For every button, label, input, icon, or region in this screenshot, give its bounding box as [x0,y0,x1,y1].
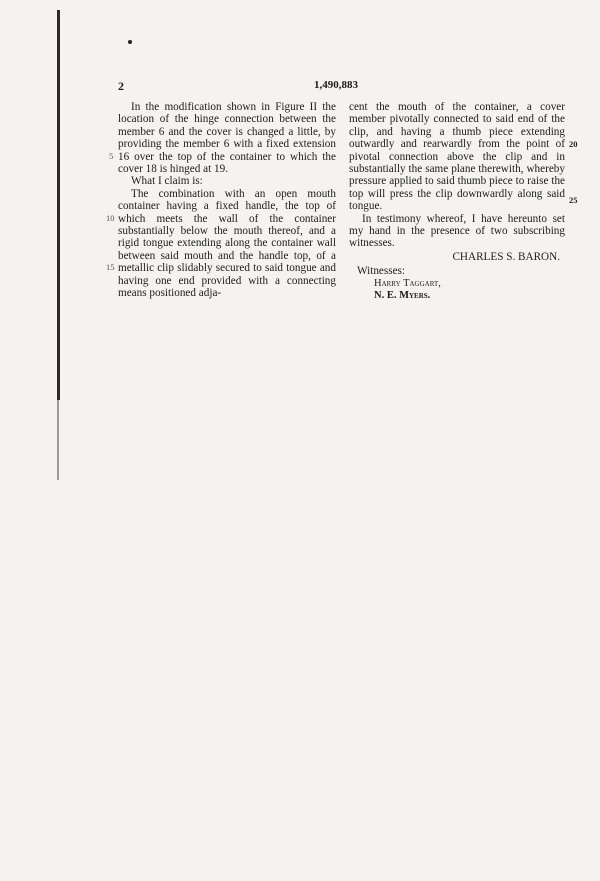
line-number-15: 15 [106,262,115,272]
scan-edge-bar [57,10,60,400]
witness-name: N. E. Myers. [374,290,431,302]
line-number-25: 25 [569,195,578,205]
right-text-column [349,101,565,303]
line-number-10: 10 [106,213,115,223]
claim-heading: What I claim is: [131,175,203,188]
line-number-20: 20 [569,139,578,149]
left-text-column [118,101,336,300]
claim-paragraph: The combination with an open mouth container having a fixed handle, the top of which meets the wall of the container substantially below the mouth thereof, and a rigid tongue extending along the container wall between said mouth and the handle top, of a metallic clip slidably secured to said tongue and having one end provided with a connecting means positioned adja- [118,187,336,300]
scan-edge-bar-faint [57,400,59,480]
witness-name: Harry Taggart, [374,277,441,289]
claim-continuation: cent the mouth of the container, a cover member pivotally connected to said end of the clip, and having a thumb piece extending outwardly and rearwardly from the point of pivotal connection above the clip and in substantially the same plane therewith, whereby pressure applied to said thumb piece to raise the top will press the clip downwardly along said tongue. [349,101,565,213]
modification-paragraph: In the modification shown in Figure II the location of the hinge connection between the member 6 and the cover is changed a little, by providing the member 6 with a fixed extension 16 over the top of the container to which the cover 18 is hinged at 19. [118,101,336,176]
testimony-paragraph: In testimony whereof, I have hereunto set my hand in the presence of two subscribing witnesses. [349,212,565,250]
ink-speck [128,40,132,44]
inventor-signature: CHARLES S. BARON. [452,250,560,263]
line-number-5: 5 [109,151,114,161]
page-number: 2 [118,79,125,93]
patent-number: 1,490,883 [314,79,358,91]
witnesses-label: Witnesses: [357,265,406,278]
